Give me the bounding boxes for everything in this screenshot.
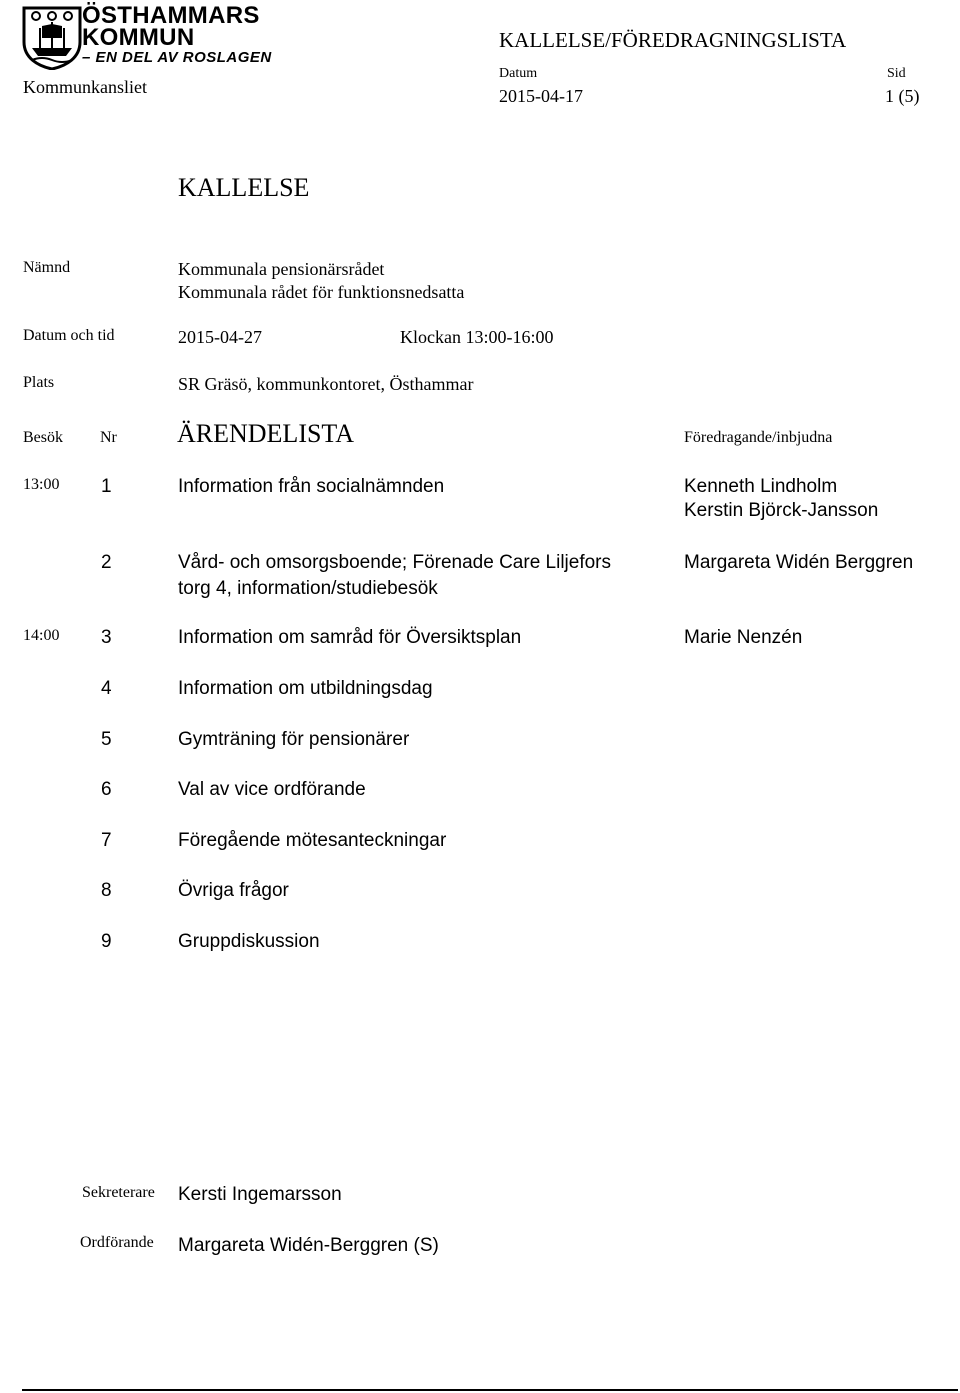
document-type: KALLELSE/FÖREDRAGNINGSLISTA <box>499 28 847 52</box>
department: Kommunkansliet <box>23 77 147 97</box>
item-text-line-2: torg 4, information/studiebesök <box>178 578 438 599</box>
item-number: 6 <box>101 779 112 800</box>
meeting-date: 2015-04-27 <box>178 327 262 347</box>
item-text: Föregående mötesanteckningar <box>178 830 447 851</box>
chair-label: Ordförande <box>80 1234 154 1251</box>
ship-crest-icon <box>22 4 82 70</box>
item-number: 5 <box>101 729 112 750</box>
page-label: Sid <box>887 66 906 81</box>
date-value: 2015-04-17 <box>499 86 583 106</box>
item-number: 8 <box>101 880 112 901</box>
item-text: Information om utbildningsdag <box>178 678 433 699</box>
item-text: Information om samråd för Översiktsplan <box>178 627 522 648</box>
namnd-line-1: Kommunala pensionärsrådet <box>178 259 385 279</box>
col-nr-header: Nr <box>100 429 117 446</box>
chair-name: Margareta Widén-Berggren (S) <box>178 1235 439 1256</box>
visit-time: 14:00 <box>23 627 60 644</box>
item-number: 2 <box>101 552 112 573</box>
page-title: KALLELSE <box>178 173 310 202</box>
item-number: 4 <box>101 678 112 699</box>
place-label: Plats <box>23 374 55 391</box>
item-number: 7 <box>101 830 112 851</box>
brand-line-3: – EN DEL AV ROSLAGEN <box>82 49 272 66</box>
item-number: 1 <box>101 476 112 497</box>
item-text: Övriga frågor <box>178 880 289 901</box>
meeting-place: SR Gräsö, kommunkontoret, Östhammar <box>178 374 474 394</box>
brand-line-1: ÖSTHAMMARS <box>82 2 260 29</box>
item-number: 9 <box>101 931 112 952</box>
presenter: Margareta Widén Berggren <box>684 552 914 573</box>
item-text: Information från socialnämnden <box>178 476 445 497</box>
item-text: Gymträning för pensionärer <box>178 729 410 750</box>
presenter: Kerstin Björck-Jansson <box>684 500 879 521</box>
namnd-label: Nämnd <box>23 259 71 276</box>
brand-line-2: KOMMUN <box>82 24 195 51</box>
col-presenter-header: Föredragande/inbjudna <box>684 429 833 446</box>
item-number: 3 <box>101 627 112 648</box>
item-text: Gruppdiskussion <box>178 931 320 952</box>
secretary-name: Kersti Ingemarsson <box>178 1184 342 1205</box>
namnd-line-2: Kommunala rådet för funktionsnedsatta <box>178 282 465 302</box>
agenda-heading: ÄRENDELISTA <box>177 419 355 448</box>
datetime-label: Datum och tid <box>23 327 115 344</box>
item-text: Val av vice ordförande <box>178 779 366 800</box>
secretary-label: Sekreterare <box>82 1184 155 1201</box>
col-visit-header: Besök <box>23 429 63 446</box>
presenter: Marie Nenzén <box>684 627 803 648</box>
visit-time: 13:00 <box>23 476 60 493</box>
presenter: Kenneth Lindholm <box>684 476 838 497</box>
meeting-time: Klockan 13:00-16:00 <box>400 327 554 347</box>
municipality-logo <box>22 2 272 70</box>
date-label: Datum <box>499 66 538 81</box>
page-value: 1 (5) <box>885 86 920 106</box>
item-text-line-1: Vård- och omsorgsboende; Förenade Care Liljefors <box>178 552 612 573</box>
footer-rule <box>22 1389 958 1391</box>
